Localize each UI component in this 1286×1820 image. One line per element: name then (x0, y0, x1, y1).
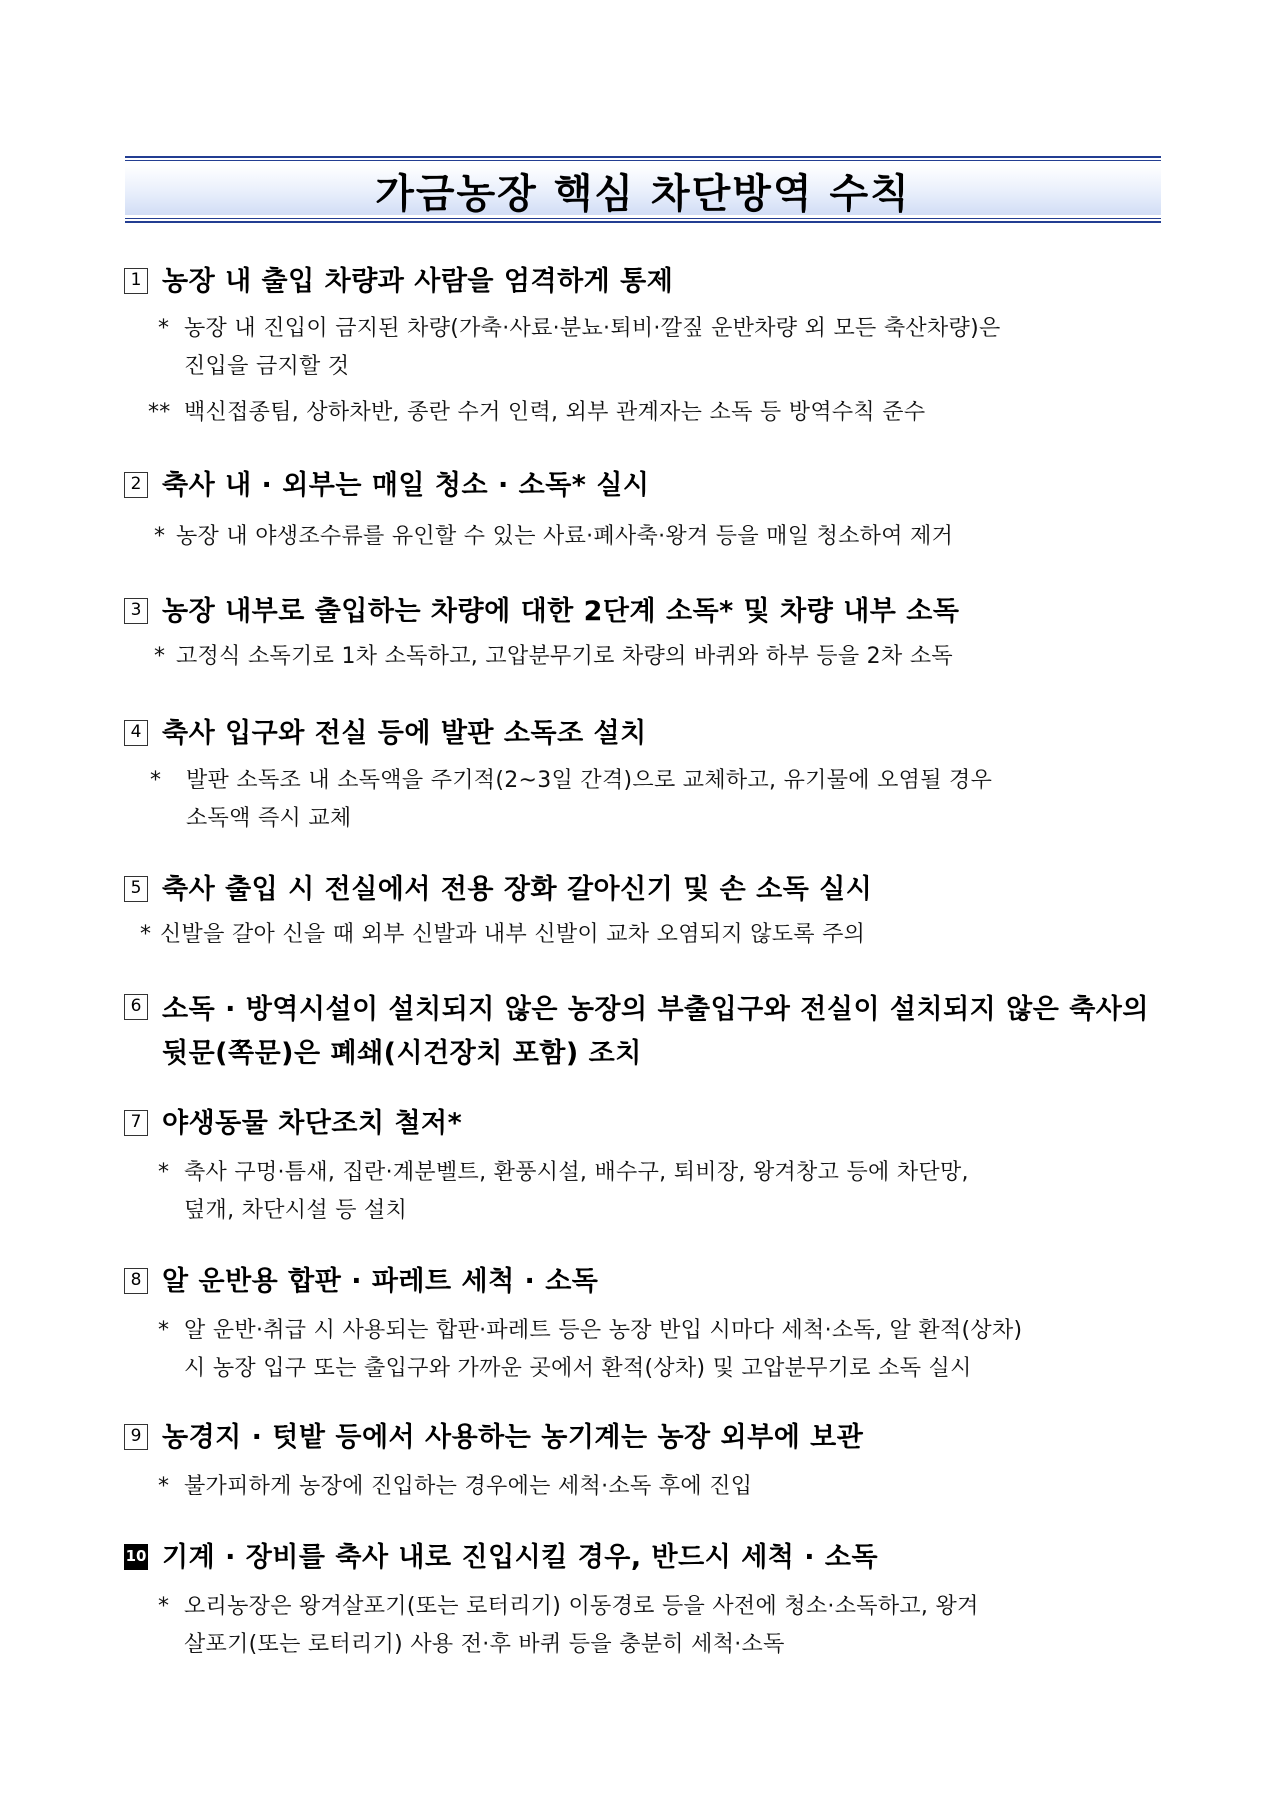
section-heading (124, 988, 1164, 1076)
section-note (158, 310, 1164, 386)
section-heading (124, 870, 1164, 910)
section-number-box: 10 (124, 1544, 148, 1570)
section-heading-text: 농장 내부로 출입하는 차량에 대한 2단계 소독* 및 차량 내부 소독 (162, 596, 960, 627)
note-line: 진입을 금지할 것 (184, 354, 350, 379)
section-number-box: 5 (124, 876, 148, 902)
section-number-box: 9 (124, 1424, 148, 1450)
section-5 (124, 870, 1164, 954)
section-number-box: 8 (124, 1268, 148, 1294)
section-heading (124, 592, 1164, 632)
title-bottom-rule-thin (125, 218, 1161, 219)
note-asterisk: * (158, 1474, 170, 1499)
title-top-rule (125, 156, 1161, 158)
note-line: 신발을 갈아 신을 때 외부 신발과 내부 신발이 교차 오염되지 않도록 주의 (160, 922, 866, 947)
section-heading (124, 1538, 1164, 1578)
section-number-box: 2 (124, 472, 148, 498)
section-number-box: 3 (124, 598, 148, 624)
section-heading (124, 1262, 1164, 1302)
section-2 (124, 466, 1164, 556)
note-asterisk: ** (148, 400, 171, 425)
section-heading-text: 소독 · 방역시설이 설치되지 않은 농장의 부출입구와 전실이 설치되지 않은 축사의 뒷문(쪽문)은 폐쇄(시건장치 포함) 조치 (162, 994, 1149, 1069)
section-heading-text: 농경지 · 텃밭 등에서 사용하는 농기계는 농장 외부에 보관 (162, 1422, 864, 1453)
section-8 (124, 1262, 1164, 1388)
note-line: 백신접종팀, 상하차반, 종란 수거 인력, 외부 관계자는 소독 등 방역수칙 준수 (184, 400, 926, 425)
note-asterisk: * (150, 768, 162, 793)
section-note (158, 1312, 1164, 1388)
note-line: 농장 내 진입이 금지된 차량(가축·사료·분뇨·퇴비·깔짚 운반차량 외 모든 축산차량)은 (184, 316, 1001, 341)
note-asterisk: * (154, 644, 166, 669)
note-asterisk: * (158, 316, 170, 341)
note-asterisk: * (154, 524, 166, 549)
section-heading-text: 축사 입구와 전실 등에 발판 소독조 설치 (162, 718, 647, 749)
section-3 (124, 592, 1164, 676)
title-box (125, 165, 1161, 215)
section-6 (124, 988, 1164, 1076)
section-heading (124, 714, 1164, 754)
note-asterisk: * (158, 1160, 170, 1185)
note-line: 살포기(또는 로터리기) 사용 전·후 바퀴 등을 충분히 세척·소독 (184, 1632, 785, 1657)
note-line: 고정식 소독기로 1차 소독하고, 고압분무기로 차량의 바퀴와 하부 등을 2차 소독 (176, 644, 953, 669)
note-line: 발판 소독조 내 소독액을 주기적(2~3일 간격)으로 교체하고, 유기물에 오염될 경우 (186, 768, 993, 793)
section-note (150, 762, 1164, 838)
section-heading (124, 466, 1164, 506)
note-line: 축사 구멍·틈새, 집란·계분벨트, 환풍시설, 배수구, 퇴비장, 왕겨창고 등에 차단망, (184, 1160, 969, 1185)
section-note (140, 916, 1164, 954)
section-heading (124, 1104, 1164, 1144)
section-note (158, 1154, 1164, 1230)
section-note (158, 1468, 1164, 1506)
note-asterisk: * (158, 1594, 170, 1619)
page-title: 가금농장 핵심 차단방역 수칙 (375, 170, 911, 217)
title-banner (125, 156, 1161, 224)
note-asterisk: * (158, 1318, 170, 1343)
section-heading-text: 축사 내 · 외부는 매일 청소 · 소독* 실시 (162, 470, 650, 501)
note-line: 시 농장 입구 또는 출입구와 가까운 곳에서 환적(상차) 및 고압분무기로 소독 실시 (184, 1356, 972, 1381)
section-heading (124, 1418, 1164, 1458)
section-heading-text: 농장 내 출입 차량과 사람을 엄격하게 통제 (162, 266, 674, 297)
section-9 (124, 1418, 1164, 1506)
note-asterisk: * (140, 922, 152, 947)
section-number-box: 4 (124, 720, 148, 746)
section-10 (124, 1538, 1164, 1664)
section-number-box: 7 (124, 1110, 148, 1136)
note-line: 알 운반·취급 시 사용되는 합판·파레트 등은 농장 반입 시마다 세척·소독, 알 환적(상차) (184, 1318, 1023, 1343)
section-heading-text: 야생동물 차단조치 철저* (162, 1108, 463, 1139)
section-heading (124, 262, 1164, 302)
section-note (154, 638, 1164, 676)
note-line: 불가피하게 농장에 진입하는 경우에는 세척·소독 후에 진입 (184, 1474, 753, 1499)
section-note (148, 394, 1164, 432)
section-heading-text: 알 운반용 합판 · 파레트 세척 · 소독 (162, 1266, 599, 1297)
note-line: 농장 내 야생조수류를 유인할 수 있는 사료·폐사축·왕겨 등을 매일 청소하여 제거 (176, 524, 954, 549)
section-heading-text: 축사 출입 시 전실에서 전용 장화 갈아신기 및 손 소독 실시 (162, 874, 873, 905)
section-4 (124, 714, 1164, 838)
section-heading-text: 기계 · 장비를 축사 내로 진입시킬 경우, 반드시 세척 · 소독 (162, 1542, 879, 1573)
section-number-box: 1 (124, 268, 148, 294)
note-line: 덮개, 차단시설 등 설치 (184, 1198, 408, 1223)
note-line: 오리농장은 왕겨살포기(또는 로터리기) 이동경로 등을 사전에 청소·소독하고, 왕겨 (184, 1594, 979, 1619)
section-number-box: 6 (124, 994, 148, 1020)
section-note (158, 1588, 1164, 1664)
title-bottom-rule (125, 221, 1161, 223)
note-line: 소독액 즉시 교체 (186, 806, 352, 831)
section-note (154, 518, 1164, 556)
section-7 (124, 1104, 1164, 1230)
section-1 (124, 262, 1164, 432)
